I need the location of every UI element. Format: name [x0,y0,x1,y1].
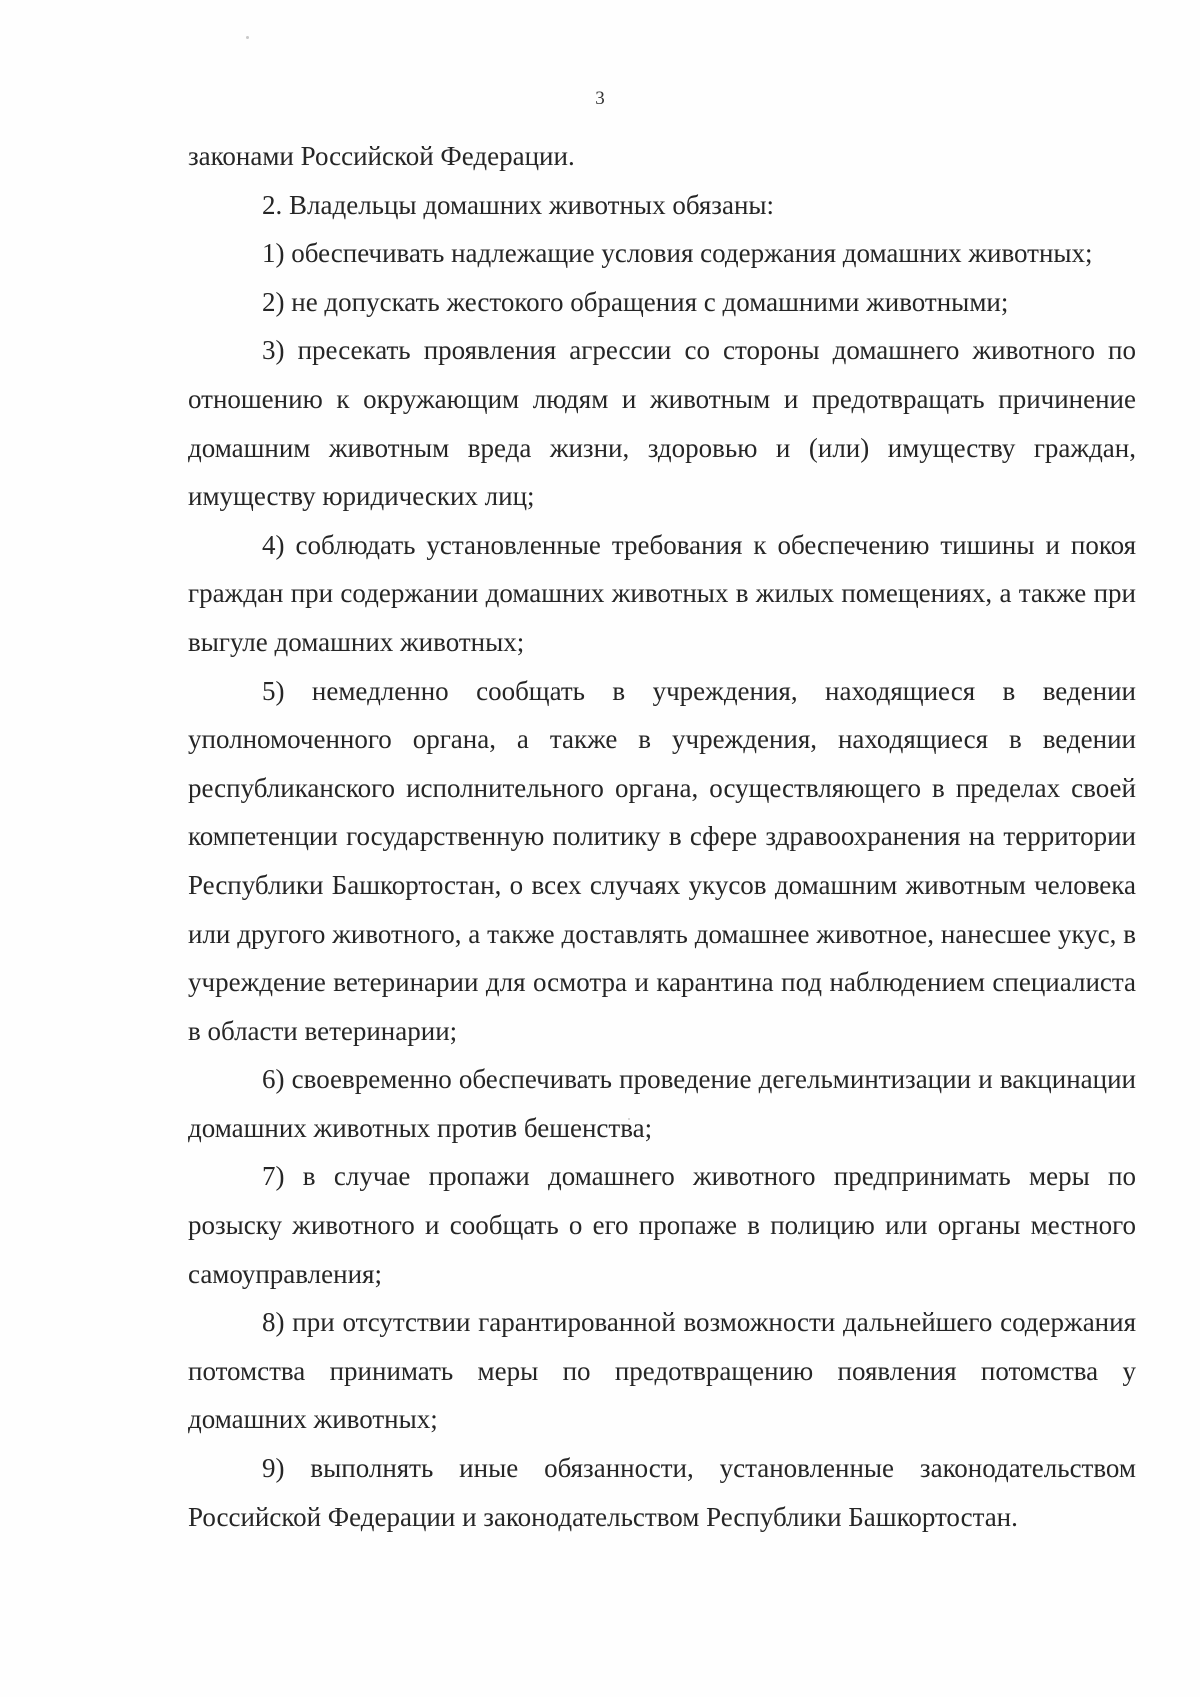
document-body [188,132,1136,1541]
list-item-1: 1) обеспечивать надлежащие условия содержания домашних животных; [262,238,1093,269]
list-item-6: 6) своевременно обеспечивать проведение дегельминтизации и вакцинации домашних животных против бешенства; [188,1064,1136,1143]
list-item-9: 9) выполнять иные обязанности, установленные законодательством Российской Федерации и законодательством Республики Башкортостан. [188,1453,1136,1532]
paragraph-section-2: 2. Владельцы домашних животных обязаны: [262,189,775,220]
list-item-8: 8) при отсутствии гарантированной возможности дальнейшего содержания потомства принимать меры по предотвращению появления потомства у домашних животных; [188,1307,1136,1435]
list-item-7: 7) в случае пропажи домашнего животного предпринимать меры по розыску животного и сообщать о его пропаже в полицию или органы местного самоуправления; [188,1161,1136,1289]
scan-speck [246,36,249,39]
list-item-2: 2) не допускать жестокого обращения с домашними животными; [262,286,1009,317]
paragraph-continuation: законами Российской Федерации. [188,141,575,171]
list-item-5: 5) немедленно сообщать в учреждения, находящиеся в ведении уполномоченного органа, а также в учреждения, находящиеся в ведении республиканского исполнительного органа, осуществляющего в пределах своей компетенции государственную политику в сфере здравоохранения на территории Республики Башкортостан, о всех случаях укусов домашним животным человека или другого животного, а также доставлять домашнее животное, нанесшее укус, в учреждение ветеринарии для осмотра и карантина под наблюдением специалиста в области ветеринарии; [188,675,1136,1046]
list-item-3: 3) пресекать проявления агрессии со стороны домашнего животного по отношению к окружающим людям и животным и предотвращать причинение домашним животным вреда жизни, здоровью и (или) имуществу граждан, имуществу юридических лиц; [188,335,1136,512]
page-number: 3 [595,88,605,109]
list-item-4: 4) соблюдать установленные требования к обеспечению тишины и покоя граждан при содержании домашних животных в жилых помещениях, а также при выгуле домашних животных; [188,529,1136,657]
